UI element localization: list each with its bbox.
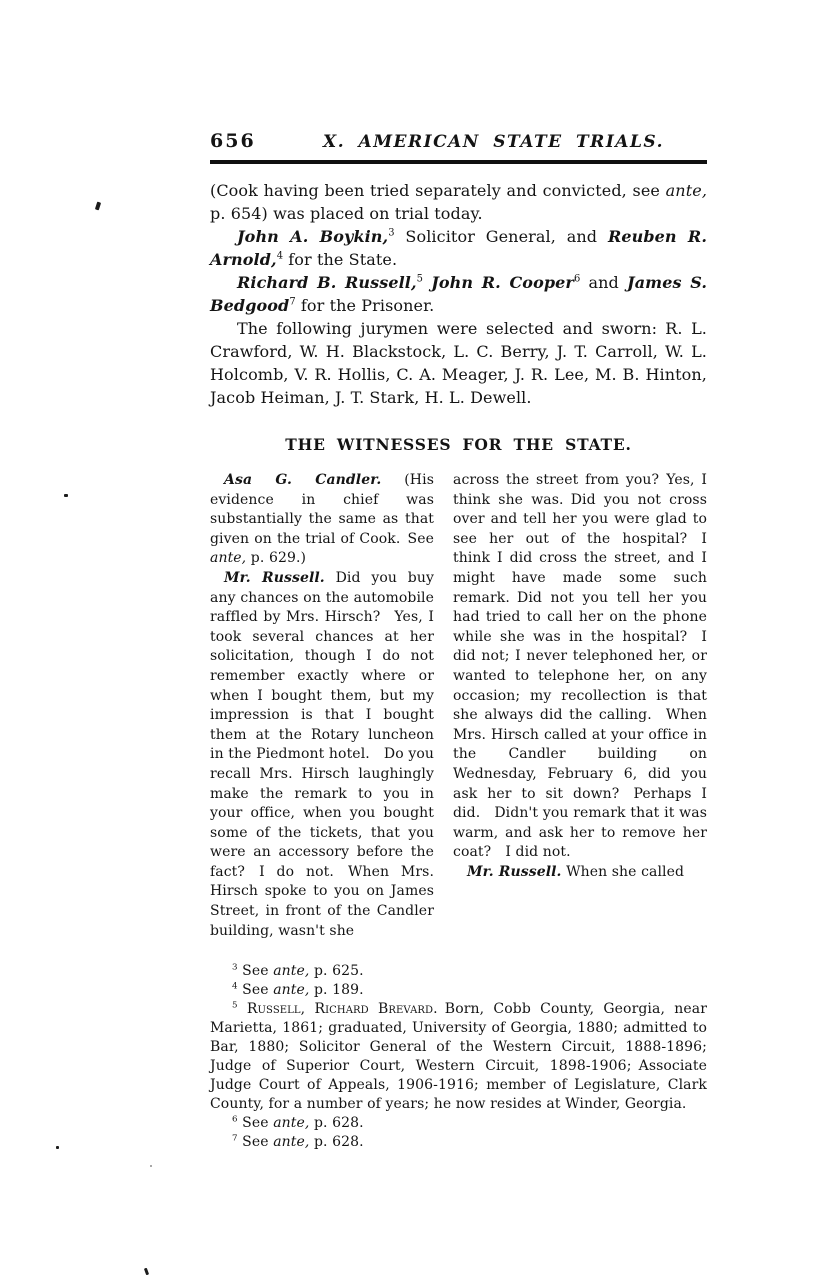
speaker-name: Mr. Russell. — [467, 863, 562, 880]
text-segment: When she called — [561, 863, 685, 880]
text-segment: (His evidence in chief was substantially the same as that given on the trial of Cook. See — [210, 472, 434, 547]
text-segment: Did you buy any chances on the automobile raffled by Mrs. Hirsch? Yes, I took several chances at her solicitation, though I do not remember exactly where or when I bought them, but my impression is that I bought them at the Rotary luncheon in the Piedmont hotel. Do you recall Mrs. Hirsch laughingly make the remark to you in your office, when you bought some of the tickets, that you were an accessory before the fact? I do not. When Mrs. Hirsch spoke to you on James Street, in front of the Candler building, wasn't she — [210, 569, 434, 939]
footnotes — [210, 962, 707, 1152]
paragraph-jurymen: The following jurymen were selected and sworn: R. L. Crawford, W. H. Blackstock, L. C. Berry, J. T. Carroll, W. L. Holcomb, V. R. Hollis, C. A. Meager, J. R. Lee, M. B. Hinton, Jacob Heiman, J. T. Stark, H. L. Dewell. — [210, 319, 707, 407]
footnote-marker: 4 — [232, 981, 238, 992]
paragraph-counsel-prisoner — [210, 271, 707, 317]
header-rule — [210, 160, 707, 164]
ante-reference: ante, — [273, 982, 310, 999]
witness-name: Asa G. Candler. — [224, 472, 382, 488]
text-segment: Solicitor General, and — [394, 227, 608, 246]
text-segment — [423, 273, 431, 292]
text-segment: See — [237, 1115, 274, 1132]
footnote-5-biography — [210, 1000, 707, 1114]
text-segment: p. 629.) — [246, 550, 307, 567]
text-segment: for the Prisoner. — [295, 296, 435, 315]
text-segment: for the State. — [283, 250, 398, 269]
text-segment: (Cook having been tried separately and convicted, see — [210, 181, 666, 200]
biography-name: Russell, Richard Brevard. — [237, 1001, 438, 1018]
text-segment: p. 625. — [309, 963, 364, 980]
paragraph-russell-2 — [453, 863, 707, 883]
footnote-marker: 5 — [232, 1000, 238, 1011]
footnote-ref-6: 6 — [573, 273, 581, 285]
scan-speck — [56, 1146, 59, 1149]
page-number: 656 — [210, 130, 256, 152]
footnote-ref-4: 4 — [276, 250, 284, 262]
text-segment: p. 654) was placed on trial today. — [210, 204, 483, 223]
counsel-name: Reuben R. Arnold, — [210, 227, 707, 269]
counsel-name: Richard B. Russell, — [237, 273, 417, 292]
text-segment: See — [237, 982, 274, 999]
paragraph-testimony-continuation: across the street from you? Yes, I think she was. Did you not cross over and tell her you were glad to see her out of the hospital? I think I did cross the street, and I might have made some such remark. Did not you tell her you had tried to call her on the phone while she was in the hospital? I did not; I never telephoned her, or wanted to telephone her, on any occasion; my recollection is that she always did the calling. When Mrs. Hirsch called at your office in the Candler building on Wednesday, February 6, did you ask her to sit down? Perhaps I did. Didn't you remark that it was warm, and ask her to remove her coat? I did not. — [453, 472, 707, 861]
counsel-name: James S. Bedgood — [210, 273, 707, 315]
footnote-ref-5: 5 — [416, 273, 424, 285]
ante-reference: ante, — [210, 550, 247, 567]
text-segment: See — [237, 963, 274, 980]
footnote-4 — [210, 981, 707, 1000]
section-heading: THE WITNESSES FOR THE STATE. — [285, 435, 632, 454]
ante-reference: ante, — [665, 181, 707, 200]
counsel-name: John A. Boykin, — [237, 227, 389, 246]
paragraph-candler — [210, 471, 434, 569]
footnote-marker: 7 — [232, 1133, 238, 1144]
page-header — [210, 130, 707, 158]
speaker-name: Mr. Russell. — [224, 569, 325, 586]
scan-speck — [64, 494, 68, 497]
footnote-marker: 6 — [232, 1114, 238, 1125]
counsel-name: John R. Cooper — [431, 273, 574, 292]
ante-reference: ante, — [273, 963, 310, 980]
paragraph-counsel-state — [210, 225, 707, 271]
text-segment: and — [580, 273, 628, 292]
footnote-ref-3: 3 — [388, 227, 395, 239]
footnote-6 — [210, 1114, 707, 1133]
footnote-3 — [210, 962, 707, 981]
footnote-ref-7: 7 — [289, 296, 296, 308]
column-right — [453, 471, 707, 941]
scan-speck — [150, 1165, 152, 1167]
running-title: X. AMERICAN STATE TRIALS. — [323, 132, 664, 152]
scan-speck — [144, 1268, 149, 1276]
text-segment: p. 189. — [309, 982, 364, 999]
footnote-marker: 3 — [232, 962, 238, 973]
text-segment: See — [237, 1134, 274, 1151]
text-segment: p. 628. — [309, 1115, 364, 1132]
footnote-7 — [210, 1133, 707, 1152]
page-content — [210, 130, 707, 1152]
paragraph-russell-examination — [210, 569, 434, 941]
paragraph-cook — [210, 179, 707, 225]
testimony-columns — [210, 471, 707, 941]
ante-reference: ante, — [273, 1115, 310, 1132]
text-segment: p. 628. — [309, 1134, 364, 1151]
text-segment: Born, Cobb County, Georgia, near Marietta, 1861; graduated, University of Georgia, 1880; admitted to Bar, 1880; Solicitor General of the Western Circuit, 1888-1896; Judge of Superior Court, Western Circuit, 1898-1906; Associate Judge Court of Appeals, 1906-1916; member of Legislature, Clark County, for a number of years; he now resides at Winder, Georgia. — [210, 1001, 707, 1113]
ante-reference: ante, — [273, 1134, 310, 1151]
column-left — [210, 471, 434, 941]
scan-speck — [95, 202, 101, 211]
